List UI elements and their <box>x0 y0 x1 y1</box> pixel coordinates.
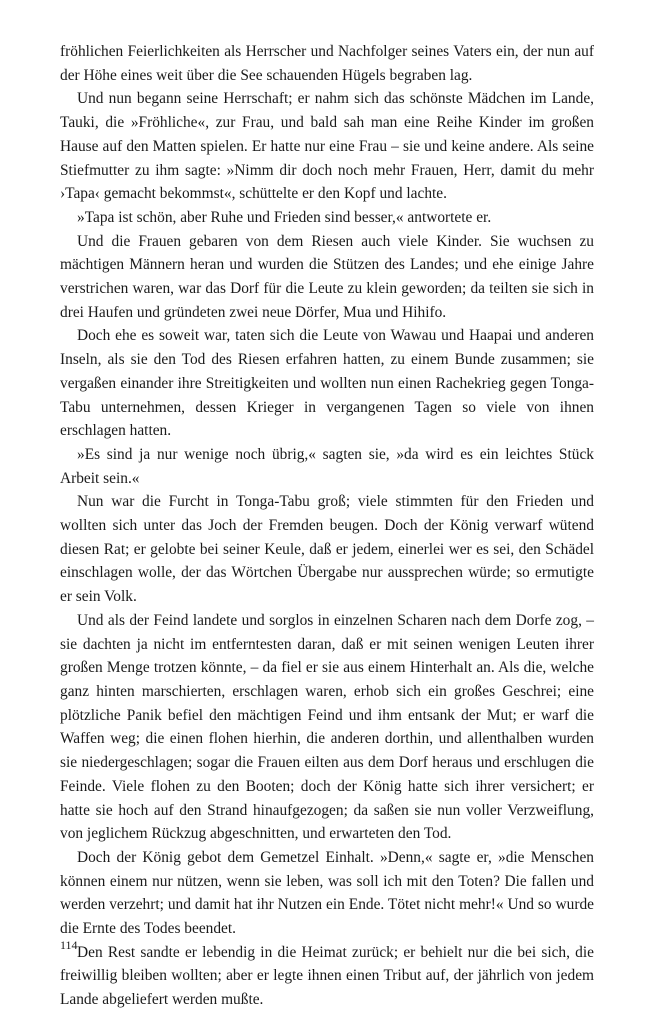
page-body <box>60 40 594 1012</box>
paragraph-tapa-reply: »Tapa ist schön, aber Ruhe und Frieden sind besser,« antwortete er. <box>77 208 492 226</box>
paragraph-battle: Und als der Feind landete und sorglos in einzelnen Scharen nach dem Dorfe zog, – sie dachten ja nicht im entferntesten daran, daß er mit seinen wenigen Leuten ihrer großen Menge trotzen könnte, – da fiel er sie aus einem Hinterhalt an. Als die, welche ganz hinten marschierten, erschlagen waren, erhob sich ein großes Geschrei; eine plötzliche Panik befiel den mächtigen Feind und ihm entsank der Mut; er warf die Waffen weg; die einen flohen hierhin, die anderen dorthin, und allenthalben wurden sie niedergeschlagen; sogar die Frauen eilten aus dem Dorf heraus und erschlugen die Feinde. Viele flohen zu den Booten; doch der König hatte sich ihrer versichert; er hatte sie hoch auf den Strand hinaufgezogen; da saßen sie nun voller Verzweiflung, von jeglichem Rückzug abgeschnitten, und erwarteten den Tod. <box>60 611 594 843</box>
paragraph-herrschaft: Und nun begann seine Herrschaft; er nahm sich das schönste Mädchen im Lande, Tauki, die »Fröhliche«, zur Frau, und bald sah man eine Reihe Kinder im großen Hause auf den Matten spielen. Er hatte nur eine Frau – sie und keine andere. Als seine Stiefmutter zu ihm sagte: »Nimm dir doch noch mehr Frauen, Herr, damit du mehr ›Tapa‹ gemacht bekommst«, schüttelte er den Kopf und lachte. <box>60 90 594 203</box>
paragraph-halt: Doch der König gebot dem Gemetzel Einhalt. »Denn,« sagte er, »die Menschen können einem nur nützen, wenn sie leben, was soll ich mit den Toten? Die fallen und werden verzehrt; und damit hat ihr Nutzen ein Ende. Tötet nicht mehr!« Und so wurde die Ernte des Todes beendet. <box>60 848 594 938</box>
paragraph-tribute: Den Rest sandte er lebendig in die Heimat zurück; er behielt nur die bei sich, die freiwillig bleiben wollten; aber er legte ihnen einen Tribut auf, der jährlich von jedem Lande abgeliefert werden mußte. <box>60 943 594 1009</box>
paragraph-fear: Nun war die Furcht in Tonga-Tabu groß; viele stimmten für den Frieden und wollten sich unter das Joch der Fremden beugen. Doch der König verwarf wütend diesen Rat; er gelobte bei seiner Keule, daß er jedem, einerlei wer es sei, den Schädel einschlagen wolle, der das Wörtchen Übergabe nur aussprechen würde; so ermutigte er sein Volk. <box>60 493 594 606</box>
paragraph-alliance: Doch ehe es soweit war, taten sich die Leute von Wawau und Haapai und anderen Inseln, als sie den Tod des Riesen erfahren hatten, zu einem Bunde zusammen; sie vergaßen einander ihre Streitigkeiten und wollten nun einen Rachekrieg gegen Tonga-Tabu unternehmen, dessen Krieger in vergangenen Tagen so viele von ihnen erschlagen hatten. <box>60 327 594 440</box>
paragraph-continuation: fröhlichen Feierlichkeiten als Herrscher und Nachfolger seines Vaters ein, der nun auf der Höhe eines weit über die See schauenden Hügels begraben lag. <box>60 43 594 84</box>
page-number: 114 <box>60 938 78 952</box>
paragraph-enemy-quote: »Es sind ja nur wenige noch übrig,« sagten sie, »da wird es ein leichtes Stück Arbeit sein.« <box>60 445 594 487</box>
paragraph-new-villages: Und die Frauen gebaren von dem Riesen auch viele Kinder. Sie wuchsen zu mächtigen Männern heran und wurden die Stützen des Landes; und ehe einige Jahre verstrichen waren, war das Dorf für die Leute zu klein geworden; da teilten sie sich in drei Haufen und gründeten zwei neue Dörfer, Mua und Hihifo. <box>60 232 594 321</box>
